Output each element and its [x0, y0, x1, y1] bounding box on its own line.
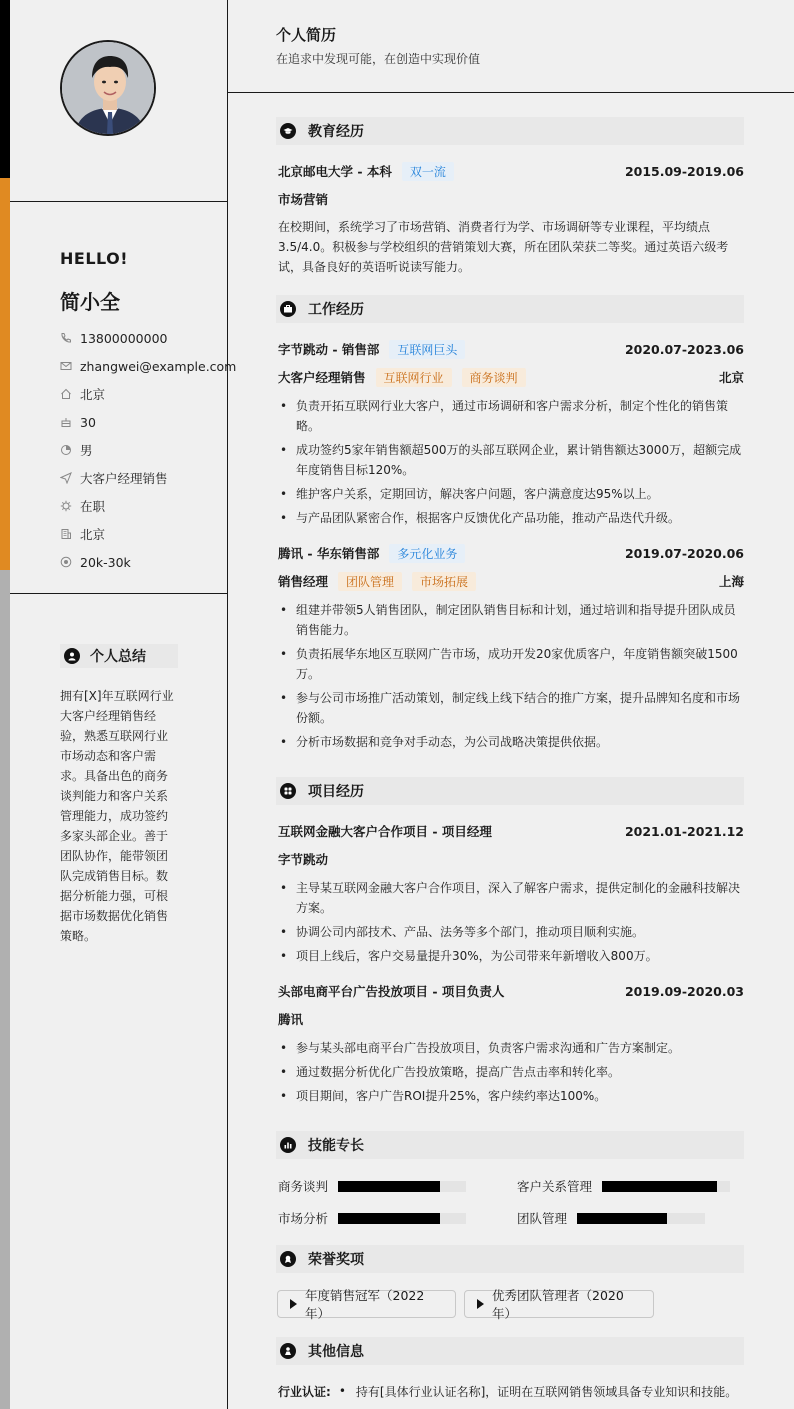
job-period: 2020.07-2023.06	[624, 341, 744, 357]
job-company: 字节跳动 - 销售部	[278, 342, 380, 357]
accent-stripe-orange	[0, 178, 10, 570]
project-bullets	[278, 1038, 744, 1110]
list-item: • 通过数据分析优化广告投放策略，提高广告点击率和转化率。	[278, 1062, 744, 1082]
education-period: 2015.09-2019.06	[624, 163, 744, 179]
job-company: 腾讯 - 华东销售部	[278, 546, 380, 561]
project-period: 2021.01-2021.12	[624, 823, 744, 839]
summary-title: 个人总结	[90, 649, 146, 665]
other-label: 行业认证:	[278, 1384, 331, 1399]
info-status	[60, 492, 236, 520]
info-gender	[60, 436, 236, 464]
skill-name: 团队管理	[517, 1211, 568, 1226]
send-icon	[60, 472, 72, 484]
person-badge-icon	[280, 1343, 296, 1359]
list-item: • 主导某互联网金融大客户合作项目，深入了解客户需求，提供定制化的金融科技解决方案。	[278, 878, 744, 918]
projects-heading	[276, 777, 744, 805]
job-city: 北京	[718, 370, 744, 385]
salary-icon	[60, 556, 72, 568]
personal-info-list	[60, 324, 236, 576]
job-role: 大客户经理销售	[278, 370, 366, 385]
home-icon	[60, 388, 72, 400]
list-item: • 负责拓展华东地区互联网广告市场，成功开发20家优质客户，年度销售额突破1500万。	[278, 644, 744, 684]
skill-name: 市场分析	[278, 1211, 329, 1226]
list-item: • 组建并带领5人销售团队，制定团队销售目标和计划，通过培训和指导提升团队成员销售能力。	[278, 600, 744, 640]
award-label: 年度销售冠军（2022年）	[305, 1288, 425, 1321]
info-salary	[60, 548, 236, 576]
job-period: 2019.07-2020.06	[624, 545, 744, 561]
list-item: • 项目期间，客户广告ROI提升25%，客户续约率达100%。	[278, 1086, 744, 1106]
job-header	[278, 544, 744, 562]
awards-title: 荣誉奖项	[308, 1252, 364, 1268]
skill-bar	[338, 1213, 466, 1224]
play-icon	[477, 1299, 484, 1309]
list-item: • 负责开拓互联网行业大客户，通过市场调研和客户需求分析，制定个性化的销售策略。	[278, 396, 744, 436]
briefcase-icon	[280, 301, 296, 317]
role-tag: 市场拓展	[412, 572, 476, 591]
info-location-value: 北京	[80, 387, 106, 402]
company-tag: 多元化业务	[389, 544, 465, 563]
header-divider	[228, 92, 794, 93]
project-org-row	[278, 850, 744, 868]
bullet-dot: •	[338, 1384, 346, 1398]
project-org-row	[278, 1010, 744, 1028]
info-phone	[60, 324, 236, 352]
info-position-value: 大客户经理销售	[80, 471, 168, 486]
skill-bar	[577, 1213, 705, 1224]
education-row	[278, 162, 744, 180]
list-item: • 项目上线后，客户交易量提升30%，为公司带来年新增收入800万。	[278, 946, 744, 966]
role-tag: 团队管理	[338, 572, 402, 591]
project-period: 2019.09-2020.03	[624, 983, 744, 999]
projects-title: 项目经历	[308, 784, 364, 800]
skill-bar	[338, 1181, 466, 1192]
summary-heading	[60, 644, 178, 668]
mail-icon	[60, 360, 72, 372]
page-subtitle: 在追求中发现可能，在创造中实现价值	[276, 52, 481, 66]
skills-title: 技能专长	[308, 1138, 364, 1154]
skill-name: 商务谈判	[278, 1179, 329, 1194]
skill-item	[278, 1177, 466, 1195]
skill-bar-fill	[338, 1181, 440, 1192]
award-item	[277, 1288, 456, 1321]
award-item	[464, 1288, 654, 1321]
education-heading	[276, 117, 744, 145]
info-salary-value: 20k-30k	[80, 554, 131, 570]
info-phone-value: 13800000000	[80, 330, 168, 346]
info-work-city-value: 北京	[80, 527, 106, 542]
role-tag: 互联网行业	[376, 368, 452, 387]
status-icon	[60, 500, 72, 512]
list-item: • 与产品团队紧密合作，根据客户反馈优化产品功能，推动产品迭代升级。	[278, 508, 744, 528]
cake-icon	[60, 416, 72, 428]
school-tag: 双一流	[402, 162, 454, 181]
list-item: • 参与某头部电商平台广告投放项目，负责客户需求沟通和广告方案制定。	[278, 1038, 744, 1058]
major: 市场营销	[278, 192, 329, 207]
project-header	[278, 822, 744, 840]
project-name: 头部电商平台广告投放项目 - 项目负责人	[278, 984, 505, 999]
skill-item	[278, 1209, 466, 1227]
accent-stripe-grey	[0, 570, 10, 1409]
info-status-value: 在职	[80, 499, 106, 514]
job-role-row	[278, 572, 744, 590]
job-role: 销售经理	[278, 574, 329, 589]
job-role-row	[278, 368, 744, 386]
accent-stripe-black	[0, 0, 10, 178]
bar-chart-icon	[280, 1137, 296, 1153]
skill-name: 客户关系管理	[517, 1179, 593, 1194]
project-org: 腾讯	[278, 1012, 304, 1027]
award-label: 优秀团队管理者（2020年）	[492, 1288, 624, 1321]
main-content	[228, 0, 794, 1409]
work-title: 工作经历	[308, 302, 364, 318]
project-org: 字节跳动	[278, 852, 329, 867]
other-heading	[276, 1337, 744, 1365]
company-tag: 互联网巨头	[389, 340, 465, 359]
sidebar	[0, 0, 237, 1409]
project-name: 互联网金融大客户合作项目 - 项目经理	[278, 824, 492, 839]
gender-icon	[60, 444, 72, 456]
page-title: 个人简历	[276, 26, 337, 44]
skill-bar-fill	[577, 1213, 667, 1224]
skill-bar-fill	[602, 1181, 717, 1192]
award-icon	[280, 1251, 296, 1267]
skill-item	[517, 1177, 730, 1195]
work-heading	[276, 295, 744, 323]
info-work-city	[60, 520, 236, 548]
info-age-value: 30	[80, 414, 96, 430]
job-bullets	[278, 600, 744, 756]
school-name: 北京邮电大学 - 本科	[278, 164, 392, 179]
job-header	[278, 340, 744, 358]
info-gender-value: 男	[80, 443, 93, 458]
info-age	[60, 408, 236, 436]
role-tag: 商务谈判	[462, 368, 526, 387]
info-position	[60, 464, 236, 492]
list-item: • 协调公司内部技术、产品、法务等多个部门，推动项目顺利实施。	[278, 922, 744, 942]
list-item: • 参与公司市场推广活动策划，制定线上线下结合的推广方案，提升品牌知名度和市场份额。	[278, 688, 744, 728]
other-value: 持有[具体行业认证名称]，证明在互联网销售领域具备专业知识和技能。	[355, 1384, 738, 1399]
sidebar-divider	[10, 201, 227, 202]
building-icon	[60, 528, 72, 540]
education-title: 教育经历	[308, 124, 364, 140]
user-icon	[64, 648, 80, 664]
skill-bar	[602, 1181, 730, 1192]
candidate-name: 简小全	[60, 290, 120, 314]
skill-bar-fill	[338, 1213, 440, 1224]
grid-icon	[280, 783, 296, 799]
info-email-value: zhangwei@example.com	[80, 358, 237, 374]
list-item: • 分析市场数据和竞争对手动态，为公司战略决策提供依据。	[278, 732, 744, 752]
play-icon	[290, 1299, 297, 1309]
job-city: 上海	[718, 574, 744, 589]
major-row	[278, 190, 744, 208]
sidebar-divider	[10, 593, 227, 594]
list-item: • 维护客户关系，定期回访，解决客户问题，客户满意度达95%以上。	[278, 484, 744, 504]
skills-heading	[276, 1131, 744, 1159]
info-location	[60, 380, 236, 408]
hello-greeting: HELLO!	[60, 249, 129, 268]
education-description: 在校期间，系统学习了市场营销、消费者行为学、市场调研等专业课程，平均绩点3.5/4.0。积极参与学校组织的营销策划大赛，所在团队荣获二等奖。通过英语六级考试，具备良好的英语听说读写能力。	[278, 220, 729, 274]
phone-icon	[60, 332, 72, 344]
other-title: 其他信息	[308, 1344, 364, 1360]
skill-item	[517, 1209, 705, 1227]
list-item: • 成功签约5家年销售额超500万的头部互联网企业，累计销售额达3000万，超额完成年度销售目标120%。	[278, 440, 744, 480]
other-row	[278, 1382, 744, 1400]
project-header	[278, 982, 744, 1000]
graduation-cap-icon	[280, 123, 296, 139]
project-bullets	[278, 878, 744, 970]
job-bullets	[278, 396, 744, 532]
summary-text: 拥有[X]年互联网行业大客户经理销售经验，熟悉互联网行业市场动态和客户需求。具备出色的商务谈判能力和客户关系管理能力，成功签约多家头部企业。善于团队协作，能带领团队完成销售目标。数据分析能力强，可根据市场数据优化销售策略。	[60, 689, 174, 943]
info-email	[60, 352, 236, 380]
avatar	[60, 40, 156, 136]
awards-heading	[276, 1245, 744, 1273]
